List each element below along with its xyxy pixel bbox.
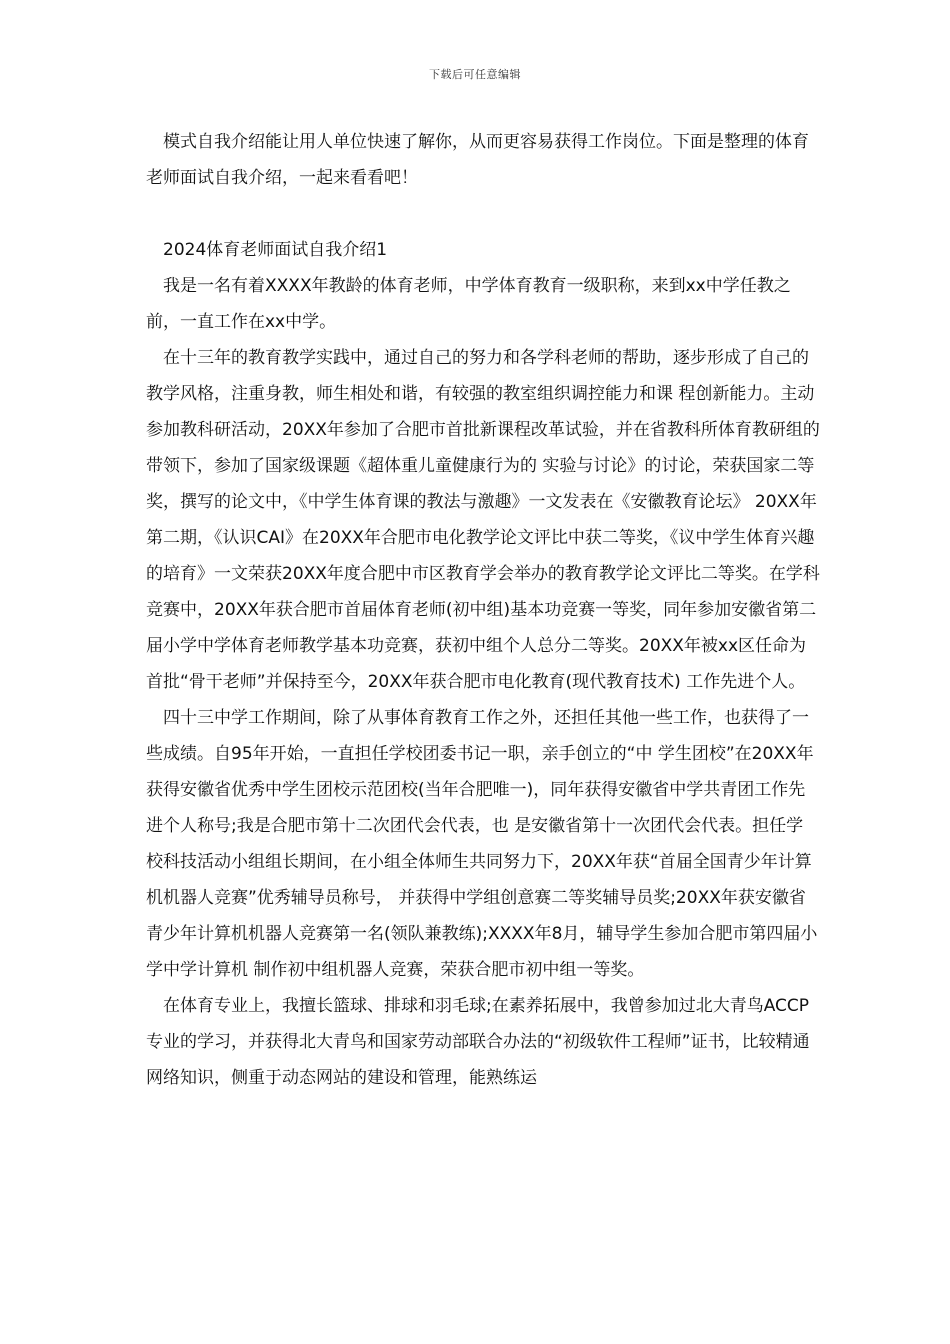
- body-paragraph: 四十三中学工作期间，除了从事体育教育工作之外，还担任其他一些工作，也获得了一些成绩。自95年开始，一直担任学校团委书记一职，亲手创立的“中 学生团校”在20XX年获得安徽省优秀中学生团校示范团校(当年合肥唯一)，同年获得安徽省中学共青团工作先进个人称号;我是合肥市第十二次团代会代表，也 是安徽省第十一次团代会代表。担任学校科技活动小组组长期间，在小组全体师生共同努力下，20XX年获“首届全国青少年计算机机器人竞赛”优秀辅导员称号， 并获得中学组创意赛二等奖辅导员奖;20XX年获安徽省青少年计算机机器人竞赛第一名(领队兼教练);XXXX年8月，辅导学生参加合肥市第四届小学中学计算机 制作初中组机器人竞赛，荣获合肥市初中组一等奖。: [146, 708, 818, 980]
- paragraph-gap: [146, 196, 820, 232]
- body-paragraph: 在体育专业上，我擅长篮球、排球和羽毛球;在素养拓展中，我曾参加过北大青鸟ACCP专业的学习，并获得北大青鸟和国家劳动部联合办法的“初级软件工程师”证书，比较精通网络知识，侧重于动态网站的建设和管理，能熟练运: [146, 996, 810, 1088]
- intro-paragraph: 模式自我介绍能让用人单位快速了解你，从而更容易获得工作岗位。下面是整理的体育老师面试自我介绍，一起来看看吧！: [146, 132, 809, 188]
- body-paragraph: 我是一名有着XXXX年教龄的体育老师，中学体育教育一级职称，来到xx中学任教之前，一直工作在xx中学。: [146, 276, 791, 332]
- header-note: 下载后可任意编辑: [429, 68, 521, 81]
- body-paragraph: 在十三年的教育教学实践中，通过自己的努力和各学科老师的帮助，逐步形成了自己的教学风格，注重身教，师生相处和谐，有较强的教室组织调控能力和课 程创新能力。主动参加教科研活动，20XX年参加了合肥市首批新课程改革试验，并在省教科所体育教研组的带领下，参加了国家级课题《超体重儿童健康行为的 实验与讨论》的讨论，荣获国家二等奖，撰写的论文中，《中学生体育课的教法与激趣》一文发表在《安徽教育论坛》 20XX年第二期，《认识CAI》在20XX年合肥市电化教学论文评比中获二等奖，《议中学生体育兴趣的培育》一文荣获20XX年度合肥中市区教育学会举办的教育教学论文评比二等奖。在学科 竞赛中，20XX年获合肥市首届体育老师(初中组)基本功竞赛一等奖，同年参加安徽省第二届小学中学体育老师教学基本功竞赛，获初中组个人总分二等奖。20XX年被xx区任命为首批“骨干老师”并保持至今，20XX年获合肥市电化教育(现代教育技术) 工作先进个人。: [146, 348, 820, 692]
- document-body: [146, 124, 820, 1096]
- section-title: 2024体育老师面试自我介绍1: [163, 240, 388, 260]
